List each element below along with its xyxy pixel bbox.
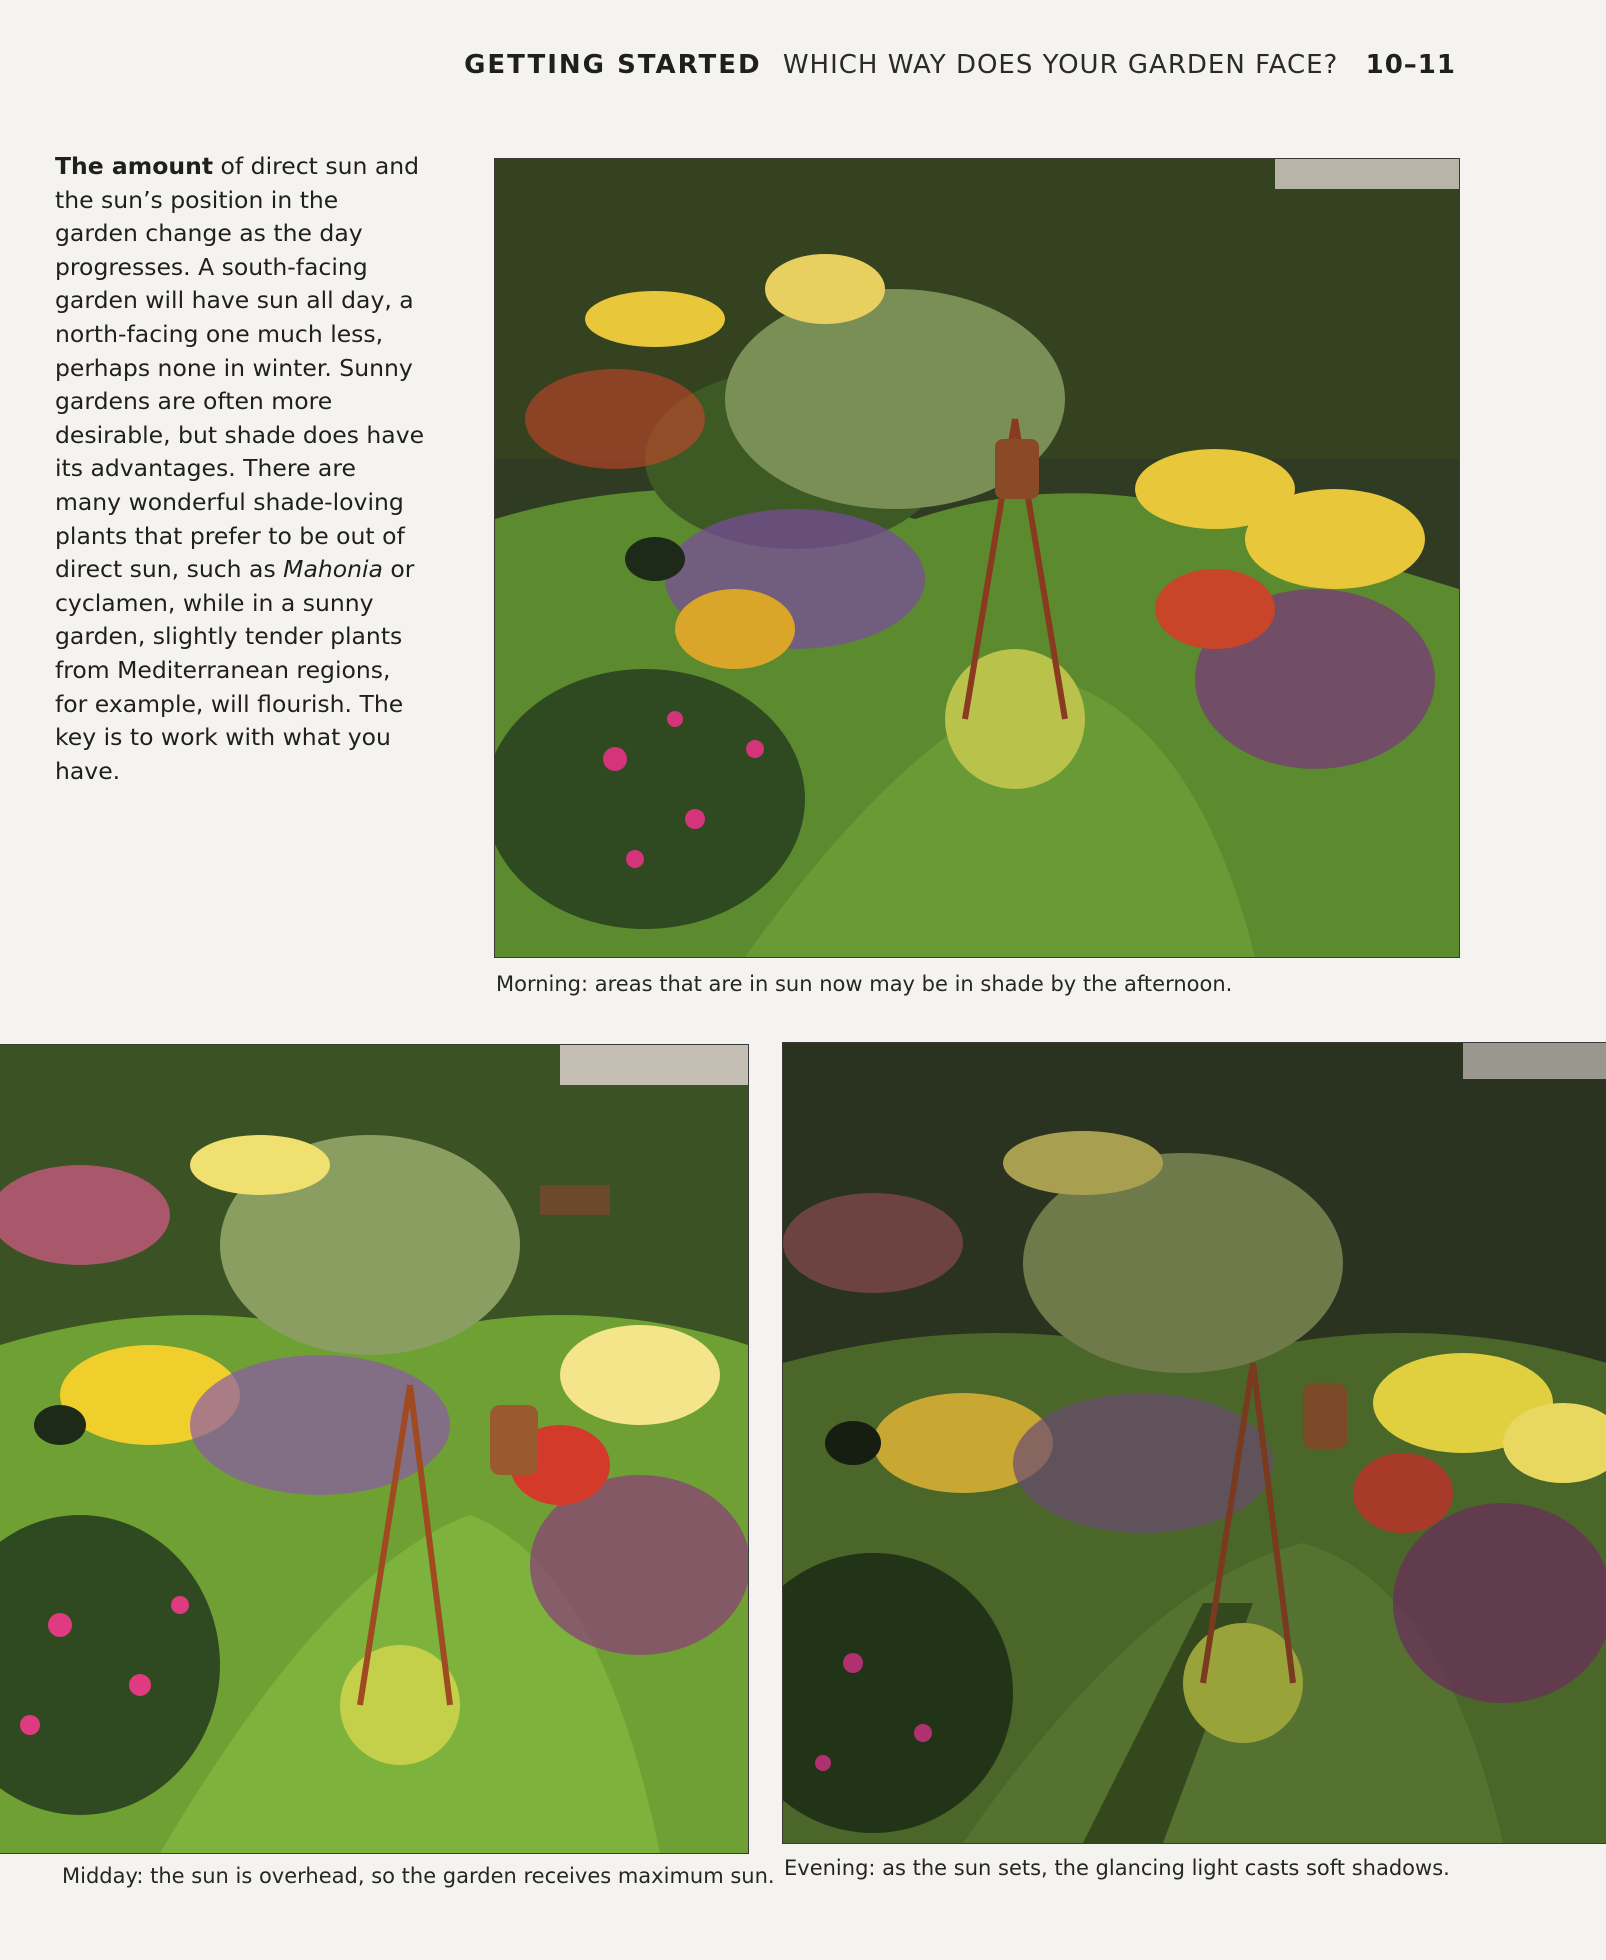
evening-garden-illustration [783,1043,1606,1843]
topic-title: WHICH WAY DOES YOUR GARDEN FACE? [782,50,1339,80]
section-title: GETTING STARTED [464,50,762,80]
midday-caption: Midday: the sun is overhead, so the garden receives maximum sun. [62,1864,775,1888]
evening-caption: Evening: as the sun sets, the glancing light casts soft shadows. [784,1856,1450,1880]
intro-text-2: or cyclamen, while in a sunny garden, slightly tender plants from Mediterranean regions, for example, will flourish. The key is to work with what you have. [55,555,415,785]
page-numbers: 10–11 [1365,50,1456,80]
morning-garden-illustration [495,159,1459,957]
intro-lead: The amount [55,152,214,180]
morning-garden-photo [494,158,1460,958]
running-header [464,50,1456,80]
morning-caption: Morning: areas that are in sun now may be in shade by the afternoon. [496,972,1233,996]
midday-garden-illustration [0,1045,748,1853]
intro-italic: Mahonia [283,555,383,584]
midday-garden-photo [0,1044,749,1854]
intro-paragraph [55,150,425,788]
intro-text-1: of direct sun and the sun’s position in the garden change as the day progresses. A south-facing garden will have sun all day, a north-facing one much less, perhaps none in winter. Sunny gardens are often more desirable, but shade does have its advantages. There are many wonderful shade-loving plants that prefer to be out of direct sun, such as [55,152,425,584]
evening-garden-photo [782,1042,1606,1844]
